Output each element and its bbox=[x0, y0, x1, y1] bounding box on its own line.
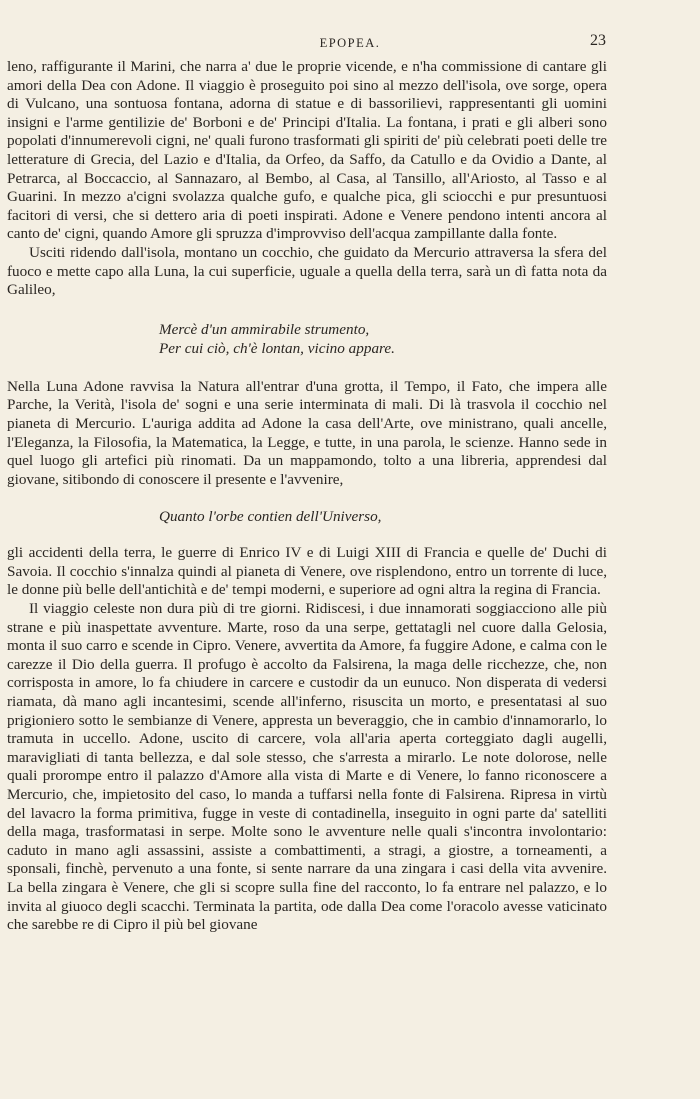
verse-line: Quanto l'orbe contien dell'Universo, bbox=[159, 508, 382, 526]
paragraph-3: Nella Luna Adone ravvisa la Natura all'entrar d'una grotta, il Tempo, il Fato, che impera alle Parche, la Verità, l'isola de' sogni e una serie interminata di mali. Di là trasvola il cocchio nel pianeta di Mercurio. L'auriga addita ad Adone la casa dell'Arte, ove ministrano, quali ancelle, l'Eleganza, la Filosofia, la Matematica, la Legge, e tutte, in una parola, le scienze. Hanno sede in quel luogo gli artefici più rinomati. Da un mappamondo, tolto a una libreria, apprendesi dal giovane, sitibondo di conoscere il presente e l'avvenire, bbox=[7, 377, 607, 488]
verse-quote-2 bbox=[159, 507, 607, 526]
verse-quote-1 bbox=[159, 320, 607, 358]
verse-line: Per cui ciò, ch'è lontan, vicino appare. bbox=[159, 339, 395, 357]
running-title: EPOPEA. bbox=[319, 36, 381, 50]
paragraph-1: leno, raffigurante il Marini, che narra a' due le proprie vicende, e n'ha commissione di cantare gli amori della Dea con Adone. Il viaggio è proseguito poi sino al mezzo dell'isola, ove sorge, opera di Vulcano, una sontuosa fontana, adorna di statue e di bassorilievi, rappresentanti gli uomini insigni e l'arme gentilizie de' Borboni e de' Principi d'Italia. La fontana, i prati e gli alberi sono popolati d'innumerevoli cigni, ne' quali furono trasformati gli spiriti de' più celebrati poeti delle tre letterature di Grecia, del Lazio e d'Italia, da Orfeo, da Saffo, da Catullo e da Ovidio a Dante, al Petrarca, al Boccaccio, al Sannazaro, al Bembo, al Casa, al Tansillo, all'Ariosto, al Tasso e al Guarini. In mezzo a'cigni svolazza qualche gufo, e qualche pica, gli sciocchi e pur presuntuosi facitori di versi, che si dettero aria di poeti inspirati. Adone e Venere pendono intenti ancora al canto de' cigni, quando Amore gli spruzza d'improvviso dell'acqua zampillante dalla fonte. bbox=[7, 58, 607, 243]
text-body bbox=[7, 58, 607, 935]
paragraph-2: Usciti ridendo dall'isola, montano un cocchio, che guidato da Mercurio attraversa la sfera del fuoco e mette capo alla Luna, la cui superficie, uguale a quella della terra, sarà un dì fatta nota da Galileo, bbox=[7, 243, 607, 299]
verse-line: Mercè d'un ammirabile strumento, bbox=[159, 320, 370, 338]
paragraph-5: Il viaggio celeste non dura più di tre giorni. Ridiscesi, i due innamorati soggiacciono alle più strane e più inaspettate avventure. Marte, roso da una serpe, gettatagli nel cuore dalla Gelosia, monta il suo carro e scende in Cipro. Venere, avvertita da Amore, fa fuggire Adone, e calma con le carezze il Dio della guerra. Il profugo è accolto da Falsirena, la maga delle ricchezze, che, non corrisposta in amore, lo fa chiudere in carcere e custodir da un eunuco. Non disperata di vedersi riamata, dà mano agli incantesimi, scende all'inferno, risuscita un morto, e presentatasi al suo prigioniero sotto le sembianze di Venere, appresta un beveraggio, che in cambio d'innamorarlo, lo tramuta in uccello. Adone, uscito di carcere, vola all'aria aperta corteggiato dagli augelli, maravigliati di tanta bellezza, e dal sole stesso, che s'arresta a mirarlo. Le note dolorose, nelle quali prorompe entro il palazzo d'Amore alla vista di Marte e di Venere, lo fanno riconoscere a Mercurio, che, impietosito del caso, lo manda a tuffarsi nella fonte di Falsirena. Ripresa in virtù del lavacro la forma primitiva, fugge in veste di contadinella, inseguito in ogni parte da' satelliti della maga, trasformatasi in serpe. Molte sono le avventure nelle quali s'incontra involontario: caduto in mano agli assassini, assiste a combattimenti, a stragi, a giostre, a torneamenti, a sponsali, finchè, pervenuto a una fonte, si sente narrare da una zingara i casi della vita avvenire. La bella zingara è Venere, che gli si scopre sulla fine del racconto, lo fa entrare nel palazzo, e lo invita al giuoco degli scacchi. Terminata la partita, ode dalla Dea come l'oracolo avesse vaticinato che sarebbe re di Cipro il più bel giovane bbox=[7, 600, 607, 934]
page-number: 23 bbox=[590, 32, 606, 49]
paragraph-4: gli accidenti della terra, le guerre di Enrico IV e di Luigi XIII di Francia e quelle de' Duchi di Savoia. Il cocchio s'innalza quindi al pianeta di Venere, ove risplendono, entro un torrente di luce, le donne più belle dell'antichità e de' tempi moderni, e superiore ad ogni altra la regina di Francia. bbox=[7, 544, 607, 599]
